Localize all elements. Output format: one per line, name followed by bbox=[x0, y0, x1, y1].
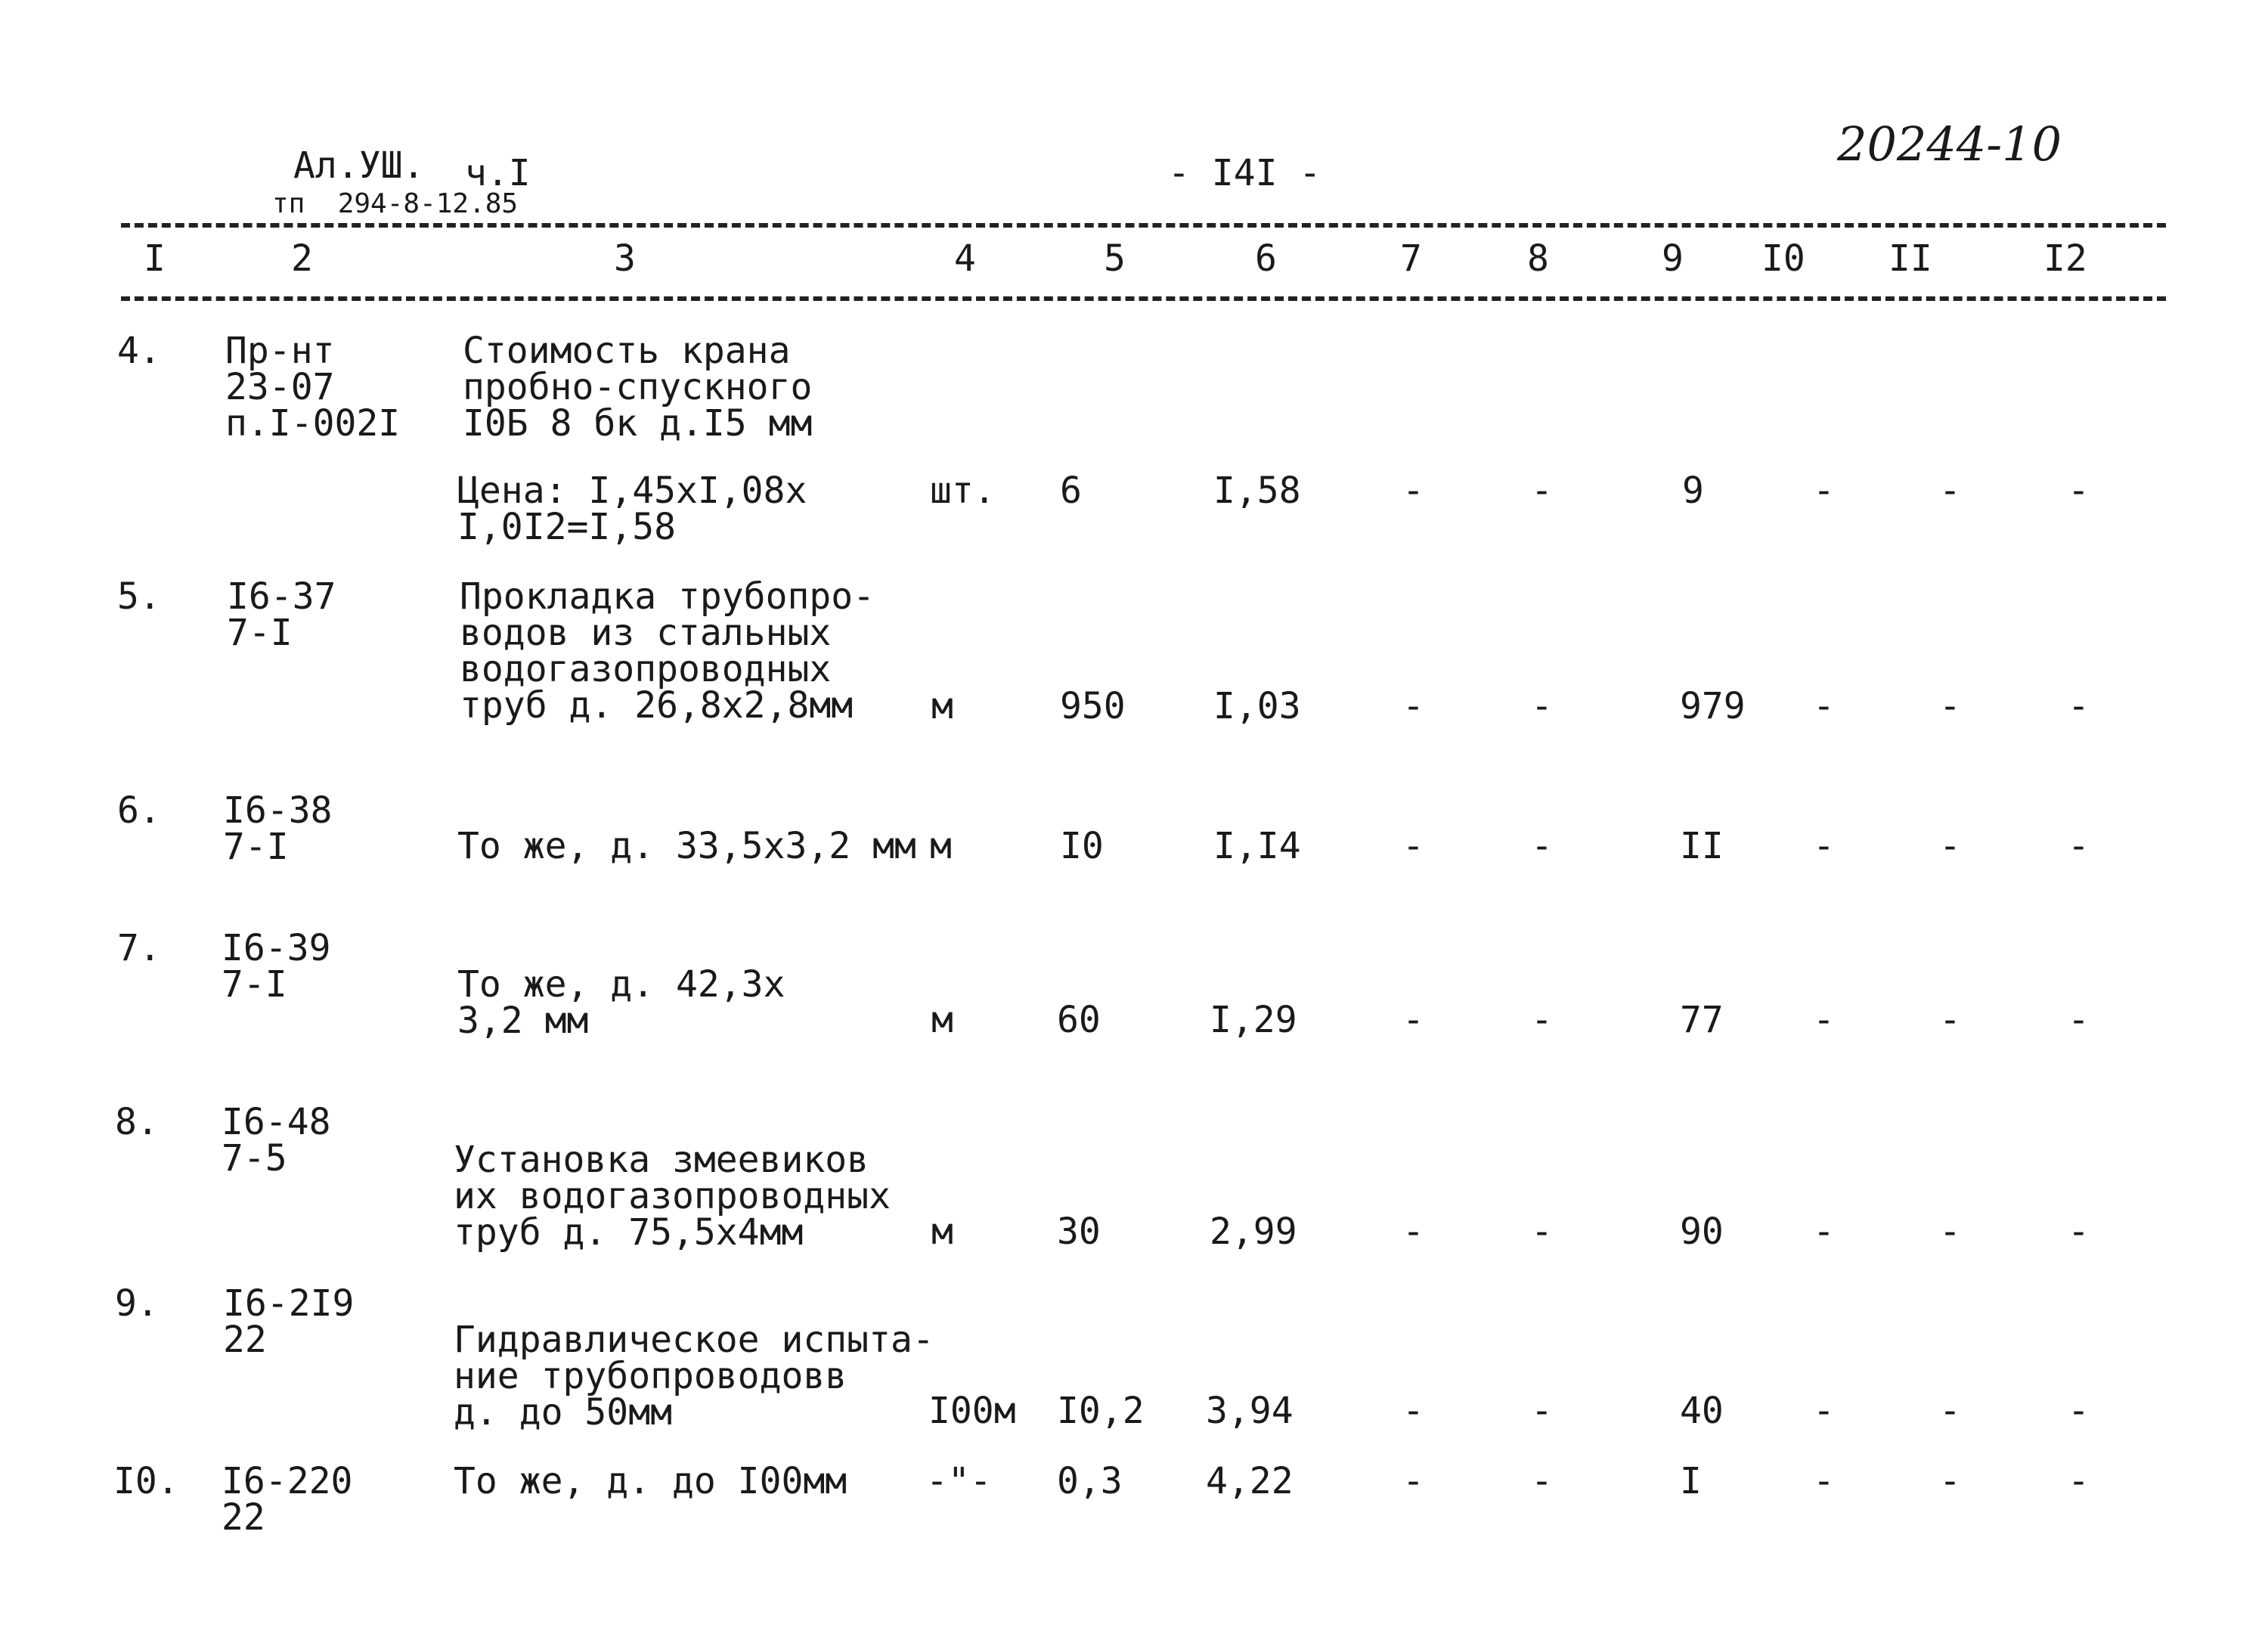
handwritten-doc-code: 20244-10 bbox=[1837, 116, 2062, 172]
row-code: I6-48 7-5 bbox=[222, 1101, 331, 1180]
col-header-11: II bbox=[1888, 237, 1932, 280]
row-number: 4. bbox=[117, 330, 161, 372]
row-total: I bbox=[1680, 1460, 1702, 1502]
row-col10: - bbox=[1813, 825, 1835, 867]
col-header-2: 2 bbox=[291, 237, 313, 280]
row-col10: - bbox=[1813, 999, 1835, 1041]
row-col11: - bbox=[1939, 685, 1961, 727]
col-header-7: 7 bbox=[1400, 237, 1422, 280]
row-col12: - bbox=[2068, 685, 2090, 727]
col-header-3: 3 bbox=[614, 237, 636, 280]
row-col12: - bbox=[2068, 825, 2090, 867]
row-col10: - bbox=[1813, 1460, 1835, 1502]
row-quantity: 60 bbox=[1057, 999, 1101, 1041]
row-col8: - bbox=[1531, 685, 1553, 727]
row-unit-price: 4,22 bbox=[1206, 1460, 1294, 1502]
header-top-rule bbox=[121, 223, 2166, 228]
row-col10: - bbox=[1813, 685, 1835, 727]
row-col11: - bbox=[1939, 470, 1961, 512]
row-code: I6-39 7-I bbox=[222, 927, 331, 1006]
row-col12: - bbox=[2068, 470, 2090, 512]
header-bottom-rule bbox=[121, 296, 2166, 301]
row-unit-price: 2,99 bbox=[1210, 1211, 1297, 1253]
row-code: Пр-нт 23-07 п.I-002I bbox=[225, 330, 401, 445]
part-label: ч.I bbox=[465, 152, 531, 194]
col-header-12: I2 bbox=[2043, 237, 2087, 280]
row-col10: - bbox=[1813, 1390, 1835, 1432]
row-col8: - bbox=[1531, 825, 1553, 867]
row-number: 8. bbox=[115, 1101, 159, 1143]
row-unit: м bbox=[930, 825, 952, 867]
page-number: - I4I - bbox=[1168, 152, 1321, 194]
col-header-1: I bbox=[144, 237, 166, 280]
col-header-4: 4 bbox=[954, 237, 976, 280]
row-code: I6-220 22 bbox=[222, 1460, 353, 1539]
row-quantity: I0,2 bbox=[1057, 1390, 1145, 1432]
row-total: 77 bbox=[1680, 999, 1724, 1041]
row-col12: - bbox=[2068, 1460, 2090, 1502]
row-code: I6-2I9 22 bbox=[223, 1282, 355, 1361]
row-col10: - bbox=[1813, 1211, 1835, 1253]
row-description: Гидравлическое испыта- ние трубопроводовв д. до 50мм bbox=[454, 1319, 934, 1434]
row-code: I6-37 7-I bbox=[227, 575, 336, 654]
row-col12: - bbox=[2068, 999, 2090, 1041]
row-description: Прокладка трубопро- водов из стальных водогазопроводных труб д. 26,8x2,8мм bbox=[460, 575, 875, 727]
row-total: 40 bbox=[1680, 1390, 1724, 1432]
row-unit-price: I,03 bbox=[1213, 685, 1301, 727]
row-quantity: 30 bbox=[1057, 1211, 1101, 1253]
row-quantity: 6 bbox=[1060, 470, 1082, 512]
row-number: 7. bbox=[117, 927, 161, 969]
row-col11: - bbox=[1939, 1211, 1961, 1253]
col-header-8: 8 bbox=[1527, 237, 1549, 280]
row-total: 9 bbox=[1682, 470, 1704, 512]
row-col11: - bbox=[1939, 1460, 1961, 1502]
col-header-6: 6 bbox=[1255, 237, 1277, 280]
row-description: Цена: I,45xI,08x I,0I2=I,58 bbox=[457, 470, 807, 548]
row-col7: - bbox=[1402, 685, 1424, 727]
row-col7: - bbox=[1402, 1390, 1424, 1432]
row-col11: - bbox=[1939, 1390, 1961, 1432]
row-unit: м bbox=[931, 685, 953, 727]
row-total: 979 bbox=[1680, 685, 1746, 727]
album-label: Ал.УШ. bbox=[293, 144, 425, 187]
row-unit: -"- bbox=[926, 1460, 992, 1502]
row-quantity: I0 bbox=[1060, 825, 1104, 867]
row-col11: - bbox=[1939, 999, 1961, 1041]
col-header-5: 5 bbox=[1104, 237, 1126, 280]
row-col7: - bbox=[1402, 825, 1424, 867]
row-unit: шт. bbox=[930, 470, 996, 512]
row-unit-price: 3,94 bbox=[1206, 1390, 1294, 1432]
row-number: 6. bbox=[117, 789, 161, 832]
row-number: 9. bbox=[115, 1282, 159, 1325]
row-description: То же, д. 33,5x3,2 мм bbox=[457, 825, 916, 867]
row-description: Установка змеевиков их водогазопроводных труб д. 75,5x4мм bbox=[454, 1139, 891, 1254]
row-unit: м bbox=[931, 999, 953, 1041]
row-col8: - bbox=[1531, 1460, 1553, 1502]
row-total: 90 bbox=[1680, 1211, 1724, 1253]
row-col11: - bbox=[1939, 825, 1961, 867]
row-col7: - bbox=[1402, 999, 1424, 1041]
row-col8: - bbox=[1531, 1390, 1553, 1432]
col-header-9: 9 bbox=[1662, 237, 1684, 280]
row-col7: - bbox=[1402, 1211, 1424, 1253]
row-unit-price: I,58 bbox=[1213, 470, 1301, 512]
row-code: I6-38 7-I bbox=[223, 789, 333, 868]
row-description: То же, д. до I00мм bbox=[454, 1460, 847, 1502]
project-code: тп 294-8-12.85 bbox=[272, 188, 519, 219]
row-total: II bbox=[1680, 825, 1724, 867]
row-col8: - bbox=[1531, 999, 1553, 1041]
row-col8: - bbox=[1531, 470, 1553, 512]
row-col12: - bbox=[2068, 1211, 2090, 1253]
row-unit: м bbox=[931, 1211, 953, 1253]
row-col10: - bbox=[1813, 470, 1835, 512]
row-unit: I00м bbox=[928, 1390, 1016, 1432]
row-quantity: 950 bbox=[1060, 685, 1126, 727]
row-number: 5. bbox=[117, 575, 161, 618]
row-col7: - bbox=[1402, 470, 1424, 512]
row-col12: - bbox=[2068, 1390, 2090, 1432]
row-unit-price: I,29 bbox=[1210, 999, 1297, 1041]
row-quantity: 0,3 bbox=[1057, 1460, 1123, 1502]
row-col8: - bbox=[1531, 1211, 1553, 1253]
col-header-10: I0 bbox=[1761, 237, 1805, 280]
row-col7: - bbox=[1402, 1460, 1424, 1502]
row-unit-price: I,I4 bbox=[1213, 825, 1301, 867]
row-description: То же, д. 42,3x 3,2 мм bbox=[457, 963, 785, 1042]
row-description: Стоимость крана пробно-спускного I0Б 8 бк д.I5 мм bbox=[463, 330, 813, 445]
row-number: I0. bbox=[113, 1460, 179, 1502]
